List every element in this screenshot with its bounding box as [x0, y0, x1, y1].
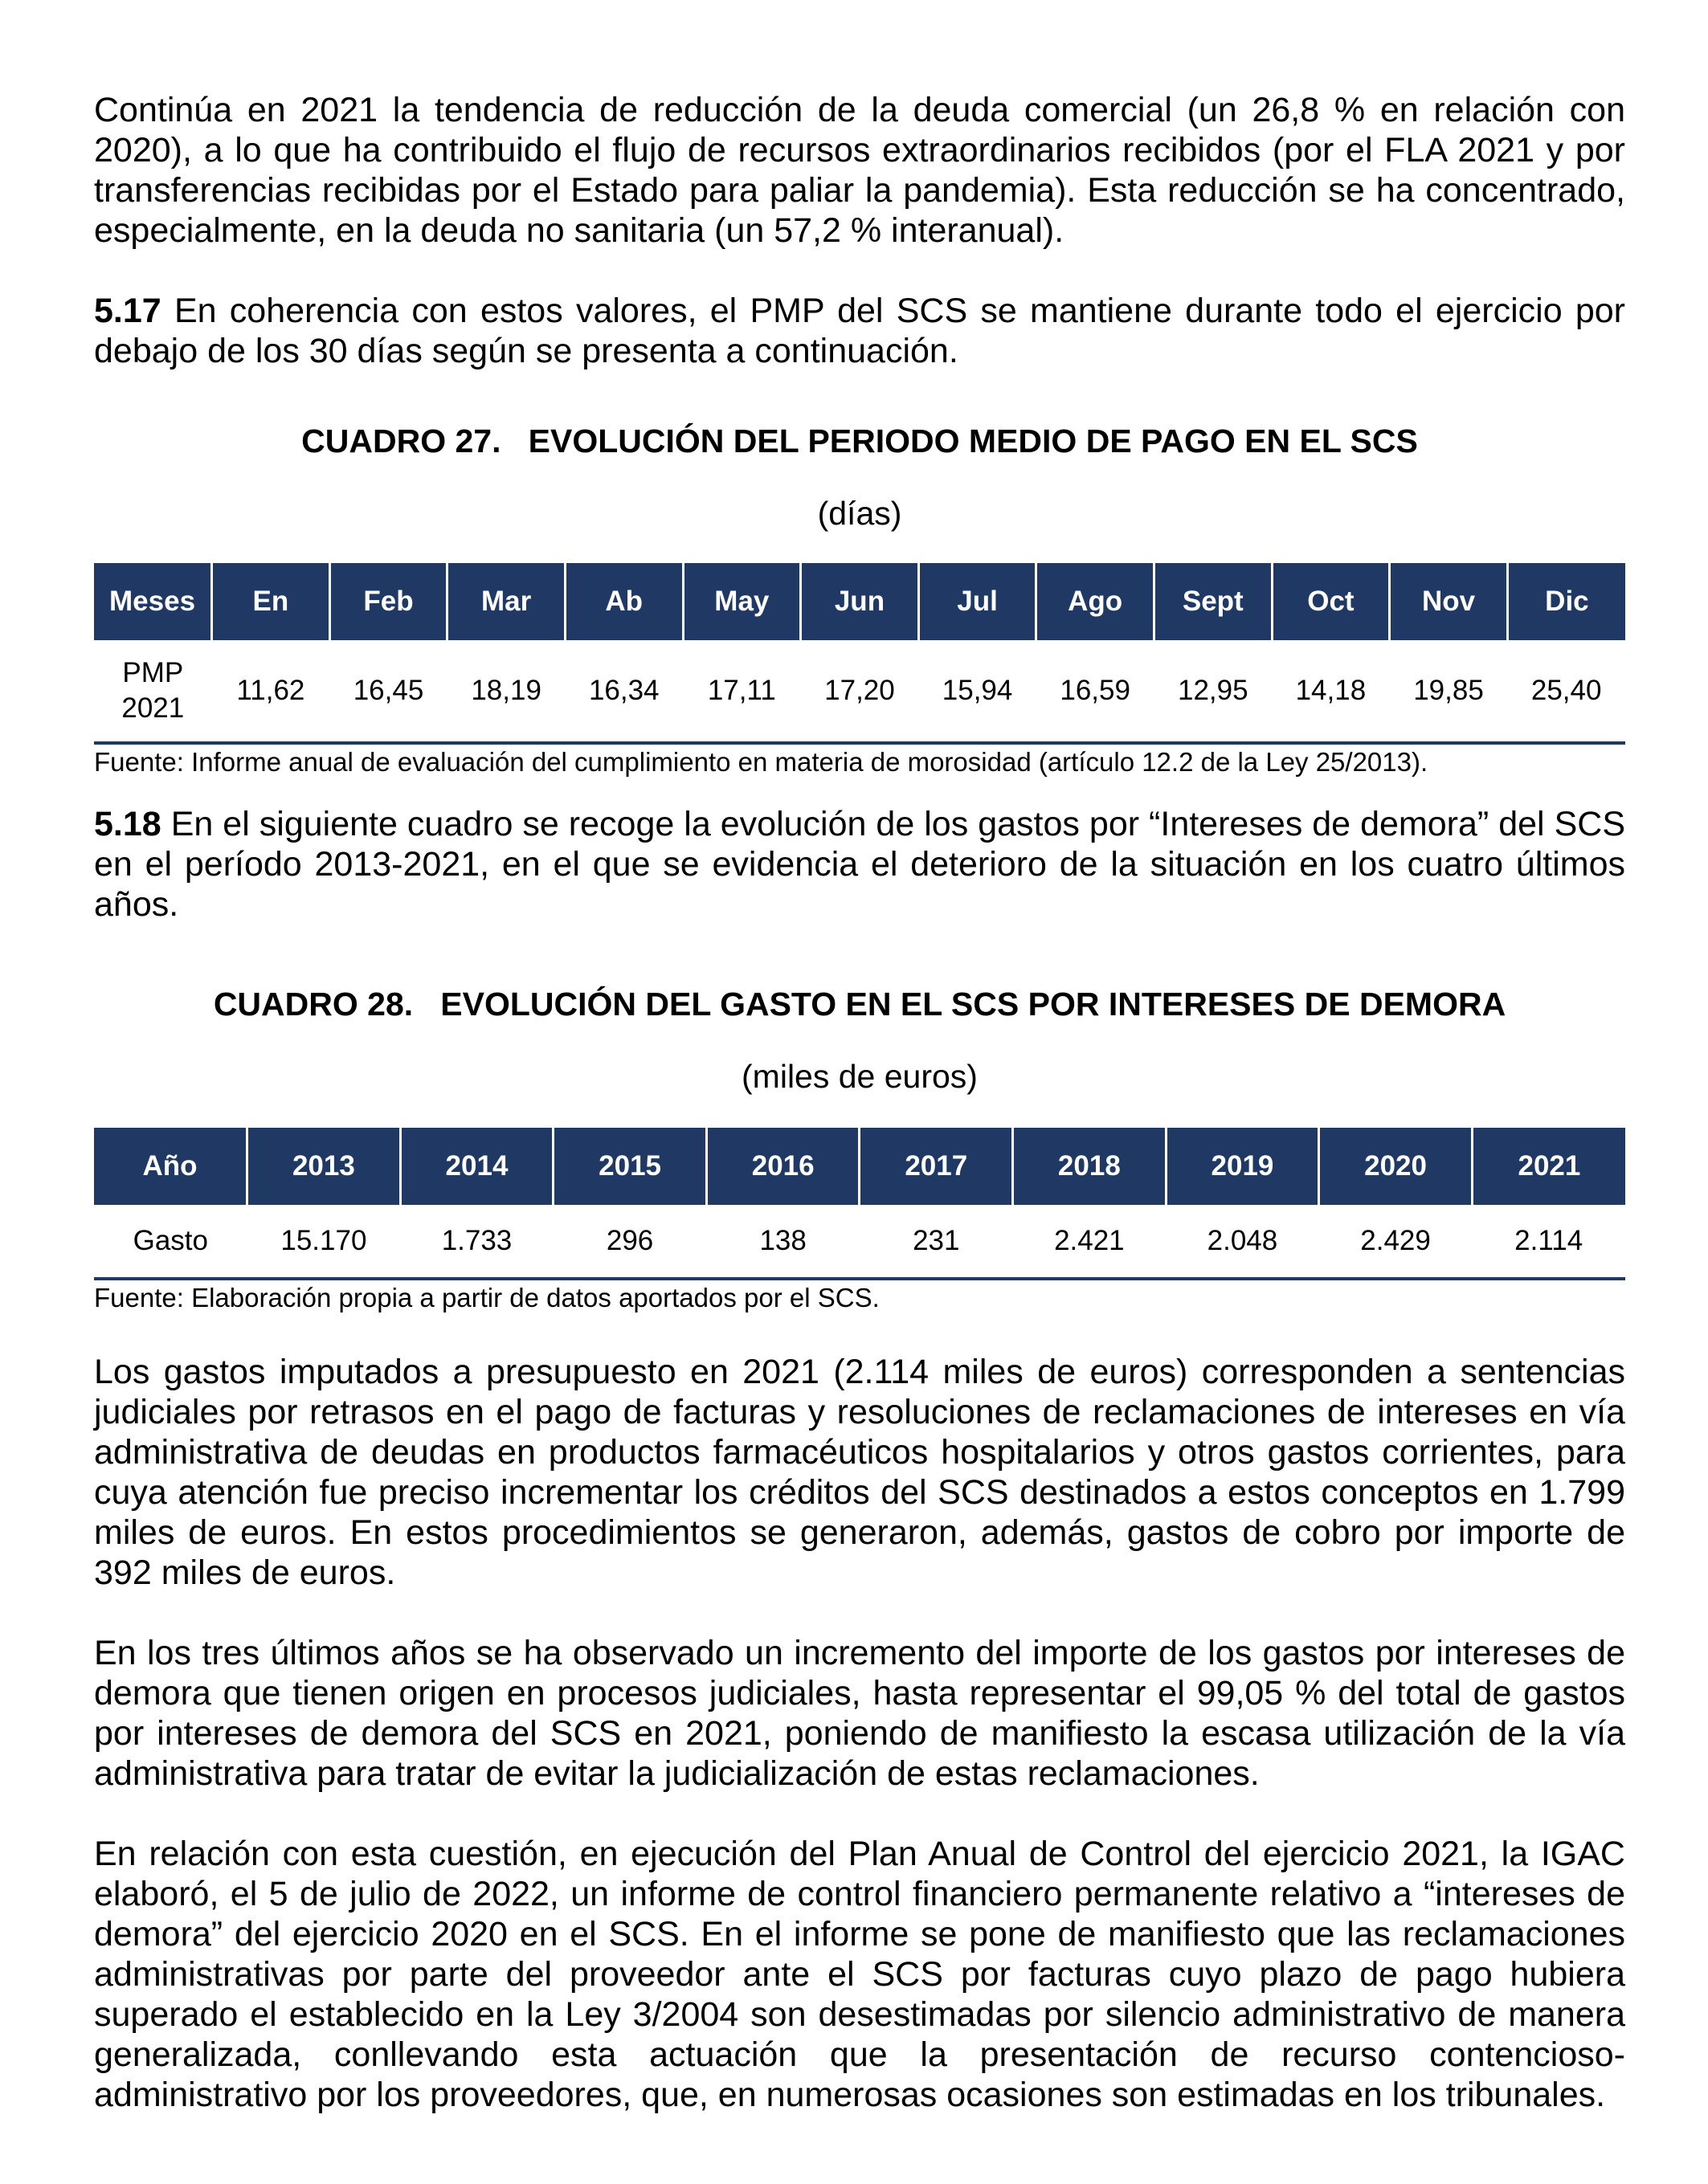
row-label	[94, 640, 212, 743]
table-row	[94, 1205, 1625, 1279]
header-cell: Nov	[1390, 563, 1508, 640]
table-cell: 296	[606, 1225, 654, 1256]
table-cell: 14,18	[1295, 675, 1367, 706]
header-cell: Ab	[565, 563, 683, 640]
header-cell: Oct	[1272, 563, 1390, 640]
header-cell: 2016	[706, 1128, 860, 1205]
header-cell: Ago	[1036, 563, 1154, 640]
header-cell: Feb	[329, 563, 447, 640]
table-cell: 19,85	[1413, 675, 1484, 706]
paragraph-ultimos-anos: En los tres últimos años se ha observado un incremento del importe de los gastos por intereses de demora que tienen origen en procesos judiciales, hasta representar el 99,05 % del total de gastos por intereses de demora del SCS en 2021, poniendo de manifiesto la escasa utilización de la vía administrativa para tratar de evitar la judicialización de estas reclamaciones.	[94, 1634, 1625, 1793]
table-cell: 25,40	[1530, 675, 1602, 706]
header-cell: May	[683, 563, 801, 640]
header-cell: 2017	[860, 1128, 1013, 1205]
row-label-line: 2021	[121, 692, 185, 724]
table-cell: 2.114	[1514, 1225, 1583, 1256]
table-28-title: CUADRO 28. EVOLUCIÓN DEL GASTO EN EL SCS POR INTERESES DE DEMORA	[213, 986, 1506, 1023]
table-27-title: CUADRO 27. EVOLUCIÓN DEL PERIODO MEDIO DE PAGO EN EL SCS	[301, 423, 1418, 459]
header-cell: Año	[94, 1128, 247, 1205]
table-header-row	[94, 1128, 1625, 1205]
paragraph-text: En coherencia con estos valores, el PMP del SCS se mantiene durante todo el ejercicio por debajo de los 30 días según se presenta a continuación.	[94, 292, 1625, 370]
table-cell: 16,45	[353, 675, 424, 706]
header-cell: 2019	[1166, 1128, 1319, 1205]
header-cell: 2014	[400, 1128, 554, 1205]
table-28-unit: (miles de euros)	[742, 1058, 978, 1095]
table-28	[94, 1128, 1625, 1280]
header-cell: 2021	[1472, 1128, 1625, 1205]
paragraph-igac-informe: En relación con esta cuestión, en ejecución del Plan Anual de Control del ejercicio 2021, la IGAC elaboró, el 5 de julio de 2022, un informe de control financiero permanente relativo a “intereses de demora” del ejercicio 2020 en el SCS. En el informe se pone de manifiesto que las reclamaciones administrativas por parte del proveedor ante el SCS por facturas cuyo plazo de pago hubiera superado el establecido en la Ley 3/2004 son desestimadas por silencio administrativo de manera generalizada, conllevando esta actuación que la presentación de recurso contencioso-administrativo por los proveedores, que, en numerosas ocasiones son estimadas en los tribunales.	[94, 1835, 1625, 2114]
header-cell: 2015	[554, 1128, 707, 1205]
table-cell: 2.421	[1054, 1225, 1125, 1256]
table-27	[94, 563, 1625, 745]
table-cell: 231	[913, 1225, 960, 1256]
paragraph-5-17	[94, 291, 1625, 371]
header-cell: Sept	[1154, 563, 1272, 640]
table-cell: 15.170	[280, 1225, 367, 1256]
table-header-row	[94, 563, 1625, 640]
table-28-source: Fuente: Elaboración propia a partir de datos aportados por el SCS.	[94, 1283, 880, 1312]
table-27-unit: (días)	[817, 495, 902, 532]
table-cell: 18,19	[471, 675, 541, 706]
table-cell: 138	[759, 1225, 807, 1256]
paragraph-text: En el siguiente cuadro se recoge la evolución de los gastos por “Intereses de demora” del SCS en el período 2013-2021, en el que se evidencia el deterioro de la situación en los cuatro últimos años.	[94, 805, 1625, 924]
header-cell: 2018	[1013, 1128, 1167, 1205]
table-27-source: Fuente: Informe anual de evaluación del cumplimiento en materia de morosidad (artículo 12.2 de la Ley 25/2013).	[94, 747, 1428, 777]
table-cell: 16,34	[588, 675, 660, 706]
table-cell: 11,62	[236, 675, 305, 706]
table-cell: 17,20	[824, 675, 895, 706]
header-cell: 2020	[1319, 1128, 1473, 1205]
document-page	[94, 90, 1625, 2115]
header-cell: Jun	[801, 563, 919, 640]
table-cell: 12,95	[1177, 675, 1248, 706]
paragraph-5-18	[94, 804, 1625, 925]
paragraph-number: 5.18	[94, 805, 161, 843]
header-cell: Dic	[1507, 563, 1625, 640]
table-cell: 17,11	[707, 675, 776, 706]
header-cell: En	[212, 563, 330, 640]
table-cell: 2.429	[1360, 1225, 1431, 1256]
table-row	[94, 640, 1625, 743]
header-cell: Mar	[447, 563, 566, 640]
table-cell: 16,59	[1060, 675, 1130, 706]
table-cell: 2.048	[1207, 1225, 1278, 1256]
header-cell: Meses	[94, 563, 212, 640]
header-cell: Jul	[918, 563, 1036, 640]
paragraph-deuda-comercial: Continúa en 2021 la tendencia de reducción de la deuda comercial (un 26,8 % en relación con 2020), a lo que ha contribuido el flujo de recursos extraordinarios recibidos (por el FLA 2021 y por transferencias recibidas por el Estado para paliar la pandemia). Esta reducción se ha concentrado, especialmente, en la deuda no sanitaria (un 57,2 % interanual).	[94, 91, 1625, 250]
paragraph-number: 5.17	[94, 292, 161, 330]
row-label: Gasto	[133, 1225, 208, 1256]
paragraph-gastos-imputados: Los gastos imputados a presupuesto en 2021 (2.114 miles de euros) corresponden a sentencias judiciales por retrasos en el pago de facturas y resoluciones de reclamaciones de intereses en vía administrativa de deudas en productos farmacéuticos hospitalarios y otros gastos corrientes, para cuya atención fue preciso incrementar los créditos del SCS destinados a estos conceptos en 1.799 miles de euros. En estos procedimientos se generaron, además, gastos de cobro por importe de 392 miles de euros.	[94, 1353, 1625, 1592]
header-cell: 2013	[247, 1128, 401, 1205]
table-cell: 1.733	[441, 1225, 513, 1256]
row-label-line: PMP	[122, 657, 184, 688]
table-cell: 15,94	[942, 675, 1013, 706]
